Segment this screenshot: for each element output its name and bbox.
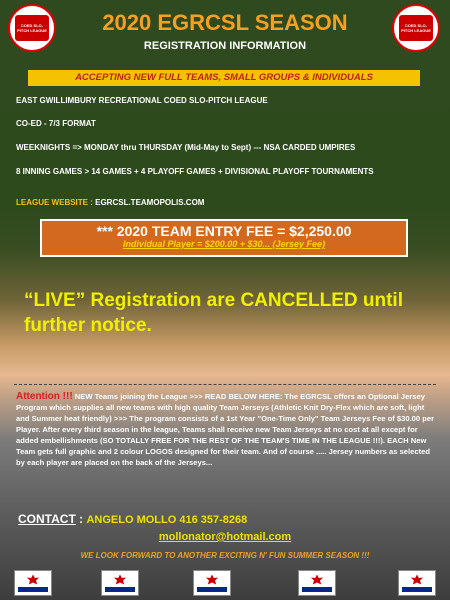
nsa-logo bbox=[298, 570, 336, 596]
page-title: 2020 EGRCSL SEASON bbox=[102, 10, 348, 35]
nsa-logo bbox=[398, 570, 436, 596]
nsa-bar bbox=[302, 587, 332, 592]
closing-message: WE LOOK FORWARD TO ANOTHER EXCITING N' FUN SUMMER SEASON !!! bbox=[80, 551, 370, 560]
logo-text: COED SLO-PITCH LEAGUE bbox=[17, 23, 47, 33]
league-logo-right bbox=[392, 4, 440, 52]
maple-leaf-icon bbox=[27, 575, 39, 585]
nsa-logo bbox=[14, 570, 52, 596]
weeknights-info: WEEKNIGHTS => MONDAY thru THURSDAY (Mid-May to Sept) --- NSA CARDED UMPIRES bbox=[16, 143, 356, 152]
nsa-bar bbox=[197, 587, 227, 592]
live-registration-notice: “LIVE” Registration are CANCELLED until further notice. bbox=[24, 290, 403, 336]
nsa-logo bbox=[101, 570, 139, 596]
contact-name-phone: ANGELO MOLLO 416 357-8268 bbox=[86, 514, 248, 526]
website-link[interactable]: EGRCSL.TEAMOPOLIS.COM bbox=[95, 198, 205, 207]
nsa-bar bbox=[105, 587, 135, 592]
contact-separator: : bbox=[75, 512, 87, 526]
fee-box bbox=[40, 219, 408, 257]
maple-leaf-icon bbox=[206, 575, 218, 585]
website-label: LEAGUE WEBSITE : bbox=[16, 198, 93, 207]
contact-line bbox=[18, 512, 438, 526]
contact-label: CONTACT bbox=[18, 512, 76, 526]
league-logo-left bbox=[8, 4, 56, 52]
nsa-logo bbox=[193, 570, 231, 596]
maple-leaf-icon bbox=[411, 575, 423, 585]
team-entry-fee: *** 2020 TEAM ENTRY FEE = $2,250.00 bbox=[96, 223, 352, 239]
divider bbox=[14, 384, 436, 385]
website-line bbox=[16, 198, 436, 207]
league-format: CO-ED - 7/3 FORMAT bbox=[16, 119, 96, 128]
page-subtitle: REGISTRATION INFORMATION bbox=[143, 40, 307, 52]
accepting-banner: ACCEPTING NEW FULL TEAMS, SMALL GROUPS & INDIVIDUALS bbox=[28, 70, 420, 86]
nsa-bar bbox=[402, 587, 432, 592]
attention-text: NEW Teams joining the League >>> READ BELOW HERE: The EGRCSL offers an Optional Jersey Program which supplies all new teams with high quality Team Jerseys (Athletic Knit Dry-Flex which are soft, light and Summer heat friendly) >>> The program consists of a 1st Year "One-Time Only" Team Jerseys Fee of $30.00 per Player. After every third season in the league, Teams shall receive new Team Jerseys at no cost at all except for added embellishments (SO TOTALLY FREE FOR THE REST OF THE TEAM'S TIME IN THE LEAGUE !!!). EACH New Team gets full graphic and 2 colour LOGOS designed for their team. And of course ..... Jersey numbers as selected by each player are placed on the back of the Jerseys... bbox=[16, 392, 435, 467]
maple-leaf-icon bbox=[114, 575, 126, 585]
logo-text: COED SLO-PITCH LEAGUE bbox=[401, 23, 431, 33]
attention-label: Attention !!! bbox=[16, 391, 73, 402]
maple-leaf-icon bbox=[311, 575, 323, 585]
contact-email-link[interactable]: mollonator@hotmail.com bbox=[158, 531, 292, 543]
nsa-bar bbox=[18, 587, 48, 592]
individual-fee: Individual Player = $200.00 + $30... (Jersey Fee) bbox=[122, 239, 326, 249]
games-info: 8 INNING GAMES > 14 GAMES + 4 PLAYOFF GAMES + DIVISIONAL PLAYOFF TOURNAMENTS bbox=[16, 167, 374, 176]
league-name: EAST GWILLIMBURY RECREATIONAL COED SLO-PITCH LEAGUE bbox=[16, 96, 268, 105]
attention-block bbox=[16, 391, 436, 468]
